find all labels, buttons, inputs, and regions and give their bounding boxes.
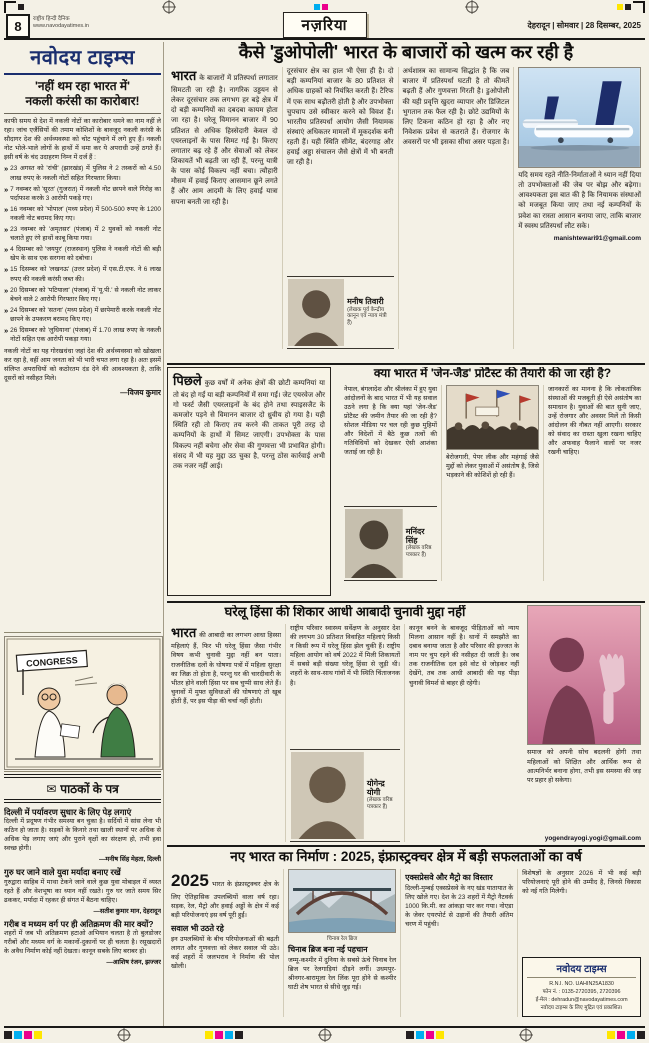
duopoly-col-4: यदि समय रहते नीति-निर्माताओं ने ध्यान नहीं दिया तो उपभोक्ताओं की जेब पर बोझ और बढ़ेगा। आवश्यकता इस बात की है कि नियामक संस्थाओं को मजबूत किया जाए तथा नई कम्पनियों के प्रवेश का रास्ता आसान बनाया जाए, ताकि बाजार में स्वस्थ प्रतिस्पर्धा लौट सके। manishtewari91@gmail.com bbox=[513, 67, 645, 349]
editorial-headline: 'नहीं थम रहा भारत में' नकली करंसी का कारोबार! bbox=[4, 79, 161, 114]
letter-author: —सतीश कुमार मान, देहरादून bbox=[93, 907, 161, 915]
print-black-square bbox=[637, 1031, 645, 1039]
letters-section bbox=[4, 774, 161, 1026]
infra-headline: नए भारत का निर्माण : 2025, इंफ्रास्ट्रक्चर क्षेत्र में बड़ी सफलताओं का वर्ष bbox=[230, 849, 582, 864]
section-rule bbox=[167, 363, 645, 365]
print-magenta-square bbox=[426, 1031, 434, 1039]
print-black-square bbox=[4, 1031, 12, 1039]
letter-item bbox=[4, 867, 161, 914]
edition-dateline: देहरादून | सोमवार | 28 दिसम्बर, 2025 bbox=[527, 21, 641, 30]
section-rule bbox=[167, 845, 645, 847]
registration-target-icon bbox=[118, 1029, 130, 1041]
bullet-item: » 16 नवम्बर को 'भोपाल' (मध्य प्रदेश) में 500-500 रुपए के 1200 नकली नोट बरामद किए गए। bbox=[4, 204, 161, 222]
print-cyan-square bbox=[14, 1031, 22, 1039]
section-rule bbox=[167, 601, 645, 603]
bullet-icon: » bbox=[4, 164, 9, 174]
bullet-item: » 7 नवम्बर को 'सूरत' (गुजरात) में नकली नोट छापने वाले गिरोह का पर्दाफाश करके 3 आरोपी पकड़े गए। bbox=[4, 184, 161, 202]
infra-col-3: एक्सप्रेसवे और मैट्रो का विस्तार दिल्ली-मुम्बई एक्सप्रेसवे के नए खंड यातायात के लिए खोले गए। देश के 23 शहरों में मैट्रो नैटवर्क 1000 कि.मी. का आंकड़ा पार कर गया। नोएडा के जेवर एयरपोर्ट से उड़ानों की तैयारी अंतिम चरण में पहुंची। bbox=[400, 869, 517, 1017]
rni-number: R.N.I. NO. UAHIN25A1830 bbox=[549, 981, 614, 988]
website-url: www.navodayatimes.in bbox=[33, 23, 89, 30]
print-black-square bbox=[235, 1031, 243, 1039]
print-magenta-square bbox=[24, 1031, 32, 1039]
bullet-item: » 24 दिसम्बर को 'सतना' (मध्य प्रदेश) में छापेमारी करके नकली नोट छापने के उपकरण बरामद किए गए। bbox=[4, 305, 161, 323]
contact-title: नवोदय टाइम्स bbox=[527, 961, 636, 978]
masthead-ear bbox=[33, 16, 161, 31]
letters-header bbox=[4, 774, 161, 803]
print-black-square bbox=[406, 1031, 414, 1039]
pullout-box: पिछले कुछ वर्षों में अनेक क्षेत्रों की छोटी कम्पनियां या तो बंद हो गईं या बड़ी कम्पनियों में समा गईं। जेट एयरवेज और गो फर्स्ट जैसी एयरलाइनों के बंद होने तथा स्पाइसजैट के कमजोर पड़ने से विमानन बाजार दो ध्रुवीय हो गया है। यही स्थिति रही तो किराए तय करने की ताकत पूरी तरह दो कम्पनियों के हाथों में सिमट जाएगी। उपभोक्ता के पास विकल्प नहीं बचेगा और सेवा की गुणवत्ता भी प्रभावित होगी। संसद में भी यह मुद्दा उठ चुका है, परन्तु ठोस कार्रवाई अभी तक नजर नहीं आई। bbox=[167, 367, 331, 596]
editorial-column bbox=[4, 42, 161, 630]
contact-email: ई-मेल : dehradun@navodayatimes.com bbox=[535, 997, 628, 1004]
print-yellow-square bbox=[607, 1031, 615, 1039]
bullet-item: » 26 दिसम्बर को 'लुधियाना' (पंजाब) में 1.70 लाख रुपए के नकली नोटों सहित एक आरोपी पकड़ा गया। bbox=[4, 325, 161, 344]
letter-author: —मनीष सिंह मेहता, दिल्ली bbox=[98, 856, 161, 864]
editorial-bullet-list bbox=[4, 164, 161, 344]
newspaper-masthead: नवोदय टाइम्स bbox=[4, 42, 161, 75]
print-black-square bbox=[18, 4, 24, 10]
publisher-line: नवोदय टाइम्स के लिए मुद्रित एवं प्रकाशित। bbox=[540, 1005, 623, 1012]
cartoon-sign-text: CONGRESS bbox=[25, 655, 78, 669]
genz-article bbox=[340, 367, 645, 596]
woman-silhouette-photo bbox=[527, 605, 641, 745]
registration-target-icon bbox=[466, 1, 478, 13]
bullet-icon: » bbox=[4, 265, 9, 275]
indigo-aircraft-photo bbox=[518, 67, 641, 168]
editorial-lead: काफी समय से देश में नकली नोटों का कारोबार थमने का नाम नहीं ले रहा। जांच एजैंसियों की तमाम कोशिशों के बावजूद नकली करंसी के सौदागर देश की अर्थव्यवस्था को चोट पहुंचाने में लगे हुए हैं। नकली नोट भोले-भाले लोगों के हाथों में थमा कर ये अपराधी उन्हें ठगते हैं। इसी वर्ष के चंद उदाहरण निम्न में दर्ज हैं : bbox=[4, 118, 161, 162]
newspaper-contact-box bbox=[522, 957, 641, 1016]
lead-word: भारत bbox=[171, 624, 197, 640]
left-rule bbox=[4, 632, 161, 633]
lead-year: 2025 bbox=[171, 870, 209, 890]
author-name: मनीष तिवारी bbox=[347, 297, 384, 307]
author-role: (लेखक वरिष्ठ पत्रकार हैं) bbox=[405, 545, 432, 558]
letter-headline: दिल्ली में पर्यावरण सुधार के लिए पेड़ लगाएं bbox=[4, 807, 132, 817]
letter-body: गुरुद्वारा साहिब में माथा टेकने जाने वाले कुछ युवा मोबाइल में व्यस्त रहते हैं और वेशभूषा का ध्यान नहीं रखते। गुरु घर जाते समय सिर ढककर, मर्यादा में रहकर ही संगत में बैठना चाहिए। bbox=[4, 878, 161, 904]
bullet-icon: » bbox=[4, 245, 9, 255]
print-cyan-square bbox=[416, 1031, 424, 1039]
left-rule bbox=[4, 771, 161, 772]
gharelu-rail: समाज को अपनी सोच बदलनी होगी तथा महिलाओं को शिक्षित और आर्थिक रूप से आत्मनिर्भर बनाना होगा, तभी इस समस्या की जड़ पर प्रहार हो सकेगा। yogendrayogi.yogi@gmail.com bbox=[523, 605, 645, 842]
author-portrait-photo bbox=[291, 752, 364, 839]
bullet-icon: » bbox=[4, 184, 9, 194]
infra-subhead-3: सवाल भी उठते रहे bbox=[171, 923, 224, 933]
section-banner: नज़रिया bbox=[282, 12, 366, 38]
bullet-item: » 4 दिसम्बर को 'जयपुर' (राजस्थान) पुलिस ने नकली नोटों की बड़ी खेप के साथ एक सरगना को दबोचा। bbox=[4, 245, 161, 263]
crop-mark-icon bbox=[633, 1, 645, 13]
author-name: योगेन्द्र योगी bbox=[366, 778, 385, 797]
bullet-icon: » bbox=[4, 325, 9, 335]
lead-word: पिछले bbox=[173, 373, 202, 388]
gharelu-col-3: कानून बनने के बावजूद पीड़िताओं को न्याय मिलना आसान नहीं है। थानों में समझौते का दबाव बनाया जाता है और परिवार की इज्जत के नाम पर चुप रहने की नसीहत दी जाती है। जब तक राजनीतिक दल इसे वोट से जोड़कर नहीं देखेंगे, तब तक आधी आबादी की यह पीड़ा चुनावी विमर्श से बाहर ही रहेगी। bbox=[404, 624, 523, 842]
registration-target-icon bbox=[163, 1, 175, 13]
domestic-violence-article bbox=[167, 605, 645, 842]
gharelu-col-2: राष्ट्रीय परिवार स्वास्थ्य सर्वेक्षण के अनुसार देश की लगभग 30 प्रतिशत विवाहित महिलाएं किसी न किसी रूप में घरेलू हिंसा झेल चुकी हैं। राष्ट्रीय महिला आयोग को वर्ष 2022 में मिली शिकायतों में सबसे बड़ी संख्या घरेलू हिंसा से जुड़ी थी। शहरों के साथ-साथ गांवों में भी स्थिति चिंताजनक है। योगेन्द्र योगी (लेखक वरिष्ठ पत्रकार हैं) bbox=[285, 624, 404, 842]
print-registration-bottom bbox=[4, 1030, 645, 1040]
letter-author: —आशिष रंजन, झज्जर bbox=[106, 959, 161, 967]
author-name: मनिंदर सिंह bbox=[405, 526, 425, 545]
print-magenta-square bbox=[322, 4, 328, 10]
infra-subhead-2: एक्सप्रेसवे और मैट्रो का विस्तार bbox=[405, 872, 493, 882]
print-cyan-square bbox=[314, 4, 320, 10]
duopoly-col-2: दूरसंचार क्षेत्र का हाल भी ऐसा ही है। दो बड़ी कम्पनियां बाजार के 80 प्रतिशत से अधिक ग्राहकों को नियंत्रित करती हैं। टैरिफ में एक साथ बढ़ौतरी होती है और उपभोक्ता चुपचाप उसे स्वीकार करने को विवश हैं। भारतीय प्रतिस्पर्धा आयोग जैसी नियामक संस्थाएं अधिकतर मामलों में मूकदर्शक बनी रहती हैं। यही स्थिति सीमेंट, बंदरगाह और हवाई अड्डा संचालन जैसे क्षेत्रों में भी बनती जा रही है। मनीष तिवारी (लेखक पूर्व केन्द्रीय कानून एवं न्याय मंत्री हैं) bbox=[282, 67, 398, 349]
letter-body: दिल्ली में प्रदूषण गंभीर समस्या बन चुका है। सर्दियों में सांस लेना भी कठिन हो जाता है। सड़कों के किनारे तथा खाली स्थानों पर अधिक से अधिक पेड़ लगाए जाएं और पुराने वृक्षों का संरक्षण हो, तभी हवा स्वच्छ होगी। bbox=[4, 818, 161, 853]
print-magenta-square bbox=[215, 1031, 223, 1039]
infra-col-2: चिनाब रेल ब्रिज चिनाब ब्रिज बना नई पहचान जम्मू-कश्मीर में दुनिया के सबसे ऊंचे चिनाब रेल ब्रिज पर रेलगाड़ियां दौड़ने लगीं। उधमपुर-श्रीनगर-बारामूला रेल लिंक पूरा होने से कश्मीर घाटी शेष भारत से सीधे जुड़ गई। bbox=[283, 869, 400, 1017]
duopoly-col-1: भारत के बाजारों में प्रतिस्पर्धा लगातार सिमटती जा रही है। नागरिक उड्डयन से लेकर दूरसंचार तक लगभग हर बड़े क्षेत्र में दो बड़ी कम्पनियों का दबदबा कायम होता जा रहा है। घरेलू विमानन बाजार में 90 प्रतिशत से अधिक हिस्सेदारी केवल दो एयरलाइनों के पास सिमट गई है। किराए लगातार बढ़ रहे हैं और सेवाओं को लेकर शिकायतें भी बढ़ती जा रही हैं, परन्तु यात्री के पास कोई विकल्प नहीं बचा। त्यौहारी मौसम में हवाई किराए आसमान छूने लगते हैं और आम आदमी के लिए हवाई यात्रा सपना बनती जा रही है। bbox=[171, 68, 278, 206]
infra-col-4: विशेषज्ञों के अनुसार 2026 में भी कई बड़ी परियोजनाएं पूरी होने की उम्मीद है, जिनसे विकास को नई गति मिलेगी। नवोदय टाइम्स R.N.I. NO. UAHIN25A1830 फोन नं. : 0135-2720395, 2720396 ई-मेल : dehradun@navodayatimes.com नवोदय टाइम्स के लिए मुद्रित एवं प्रकाशित। bbox=[517, 869, 645, 1017]
print-yellow-square bbox=[205, 1031, 213, 1039]
column-divider bbox=[163, 42, 164, 1026]
author-role: (लेखक पूर्व केन्द्रीय कानून एवं न्याय मंत्री हैं) bbox=[347, 306, 387, 327]
registration-target-icon bbox=[520, 1029, 532, 1041]
letters-title: पाठकों के पत्र bbox=[60, 782, 119, 796]
editorial-closing: नकली नोटों का यह गोरखधंधा जहां देश की अर्थव्यवस्था को खोखला कर रहा है, वहीं आम जनता को भी भारी चपत लगा रहा है। अतः इसमें संलिप्त अपराधियों को कठोरतम दंड देने की आवश्यकता है, ताकि दूसरों को नसीहत मिले। bbox=[4, 348, 161, 383]
duopoly-article bbox=[167, 42, 645, 360]
infrastructure-article bbox=[167, 849, 645, 1026]
envelope-icon: ✉ bbox=[46, 781, 57, 796]
registration-target-icon bbox=[319, 1029, 331, 1041]
bullet-icon: » bbox=[4, 285, 9, 295]
print-yellow-square bbox=[34, 1031, 42, 1039]
author-email: manishtewari91@gmail.com bbox=[553, 234, 642, 242]
gharelu-col-1: भारत की आबादी का लगभग आधा हिस्सा महिलाएं हैं, फिर भी घरेलू हिंसा जैसा गंभीर विषय कभी चुनावी मुद्दा नहीं बन पाता। राजनीतिक दलों के घोषणा पत्रों में महिला सुरक्षा का जिक्र तो होता है, परन्तु घर की चारदीवारी के भीतर होने वाली हिंसा पर सब चुप्पी साध लेते हैं। चुनावों में मुफ्त सुविधाओं की घोषणाएं तो खूब होती हैं, पर इस पीड़ा की चर्चा नहीं होती। bbox=[171, 624, 281, 705]
author-role: (लेखक वरिष्ठ पत्रकार हैं) bbox=[366, 797, 393, 811]
phone-numbers: फोन नं. : 0135-2720395, 2720396 bbox=[542, 989, 621, 996]
tagline: राष्ट्रीय हिन्दी दैनिक bbox=[33, 16, 70, 22]
duopoly-col-3: अर्थशास्त्र का सामान्य सिद्धांत है कि जब बाजार में प्रतिस्पर्धा घटती है तो कीमतें बढ़ती हैं और गुणवत्ता गिरती है। डुओपोली की यही प्रवृत्ति खुदरा व्यापार और डिजिटल भुगतान तक फैल रही है। छोटे उद्यमियों के लिए टिकना कठिन हो रहा है और नए निवेशक प्रवेश से कतराते हैं। रोजगार के अवसरों पर भी इसका सीधा असर पड़ता है। bbox=[398, 67, 514, 349]
bullet-icon: » bbox=[4, 305, 9, 315]
genz-col-b: बेरोजगारी, पेपर लीक और महंगाई जैसे मुद्दों को लेकर युवाओं में असंतोष है, जिसे भड़काने की कोशिशें हो रही हैं। bbox=[441, 385, 543, 581]
print-yellow-square bbox=[436, 1031, 444, 1039]
genz-headline: क्या भारत में 'जेन-जैड' प्रोटैस्ट की तैयारी की जा रही है? bbox=[373, 367, 612, 380]
page-number: 8 bbox=[6, 14, 30, 38]
author-email: yogendrayogi.yogi@gmail.com bbox=[544, 835, 641, 842]
bullet-item: » 23 अगस्त को 'रांची' (झारखंड) में पुलिस ने 2 तस्करों को 4.50 लाख रुपए के नकली नोटों सहित गिरफ्तार किया। bbox=[4, 164, 161, 182]
duopoly-headline: कैसे 'डुओपोली' भारत के बाजारों को खत्म कर रही है bbox=[238, 42, 574, 62]
header-rule bbox=[4, 38, 645, 40]
print-cyan-square bbox=[225, 1031, 233, 1039]
author-portrait-photo bbox=[345, 509, 403, 578]
genz-col-c: जानकारों का मानना है कि लोकतांत्रिक संस्थाओं की मजबूती ही ऐसे असंतोष का समाधान है। युवाओं की बात सुनी जाए, उन्हें रोजगार और अवसर मिलें तो किसी आंदोलन की नौबत नहीं आएगी। सरकार को संवाद का रास्ता खुला रखना चाहिए और अफवाह फैलाने वालों पर नजर रखनी चाहिए। bbox=[543, 385, 645, 581]
author-portrait-photo bbox=[288, 279, 344, 347]
print-magenta-square bbox=[617, 1031, 625, 1039]
bullet-icon: » bbox=[4, 225, 9, 235]
political-cartoon bbox=[4, 636, 163, 770]
letter-headline: गरीब व मध्यम वर्ग पर ही अतिक्रमण की मार क्यों? bbox=[4, 918, 154, 929]
bullet-item: » 23 नवम्बर को 'अमृतसर' (पंजाब) में 2 युवकों को नकली नोट चलाते हुए रंगे हाथों काबू किया गया। bbox=[4, 225, 161, 243]
lead-word: भारत bbox=[171, 68, 197, 84]
gharelu-headline: घरेलू हिंसा की शिकार आधी आबादी चुनावी मुद्दा नहीं bbox=[224, 605, 466, 619]
letter-item bbox=[4, 919, 161, 966]
print-registration-top bbox=[4, 2, 645, 12]
letter-item bbox=[4, 807, 161, 863]
bullet-item: » 20 दिसम्बर को 'पटियाला' (पंजाब) में 'यू.पी.' से नकली नोट लाकर बेचने वाले 2 आरोपी गिरफ्तार किए गए। bbox=[4, 285, 161, 303]
print-cyan-square bbox=[627, 1031, 635, 1039]
crop-mark-icon bbox=[4, 1, 16, 13]
photo-caption: चिनाब रेल ब्रिज bbox=[326, 935, 358, 942]
bullet-icon: » bbox=[4, 204, 9, 214]
protest-crowd-photo bbox=[446, 385, 539, 450]
bullet-item: » 15 दिसम्बर को 'लखनऊ' (उत्तर प्रदेश) में एस.टी.एफ. ने 6 लाख रुपए की नकली करंसी जब्त की। bbox=[4, 265, 161, 283]
print-black-square bbox=[625, 4, 631, 10]
infra-col-1: 2025 भारत के इंफ्रास्ट्रक्चर क्षेत्र के लिए ऐतिहासिक उपलब्धियों वाला वर्ष रहा। सड़क, रेल, मैट्रो और हवाई अड्डों के क्षेत्र में कई बड़ी परियोजनाएं इस वर्ष पूरी हुईं। सवाल भी उठते रहे इन उपलब्धियों के बीच परियोजनाओं की बढ़ती लागत और गुणवत्ता को लेकर सवाल भी उठे। कई शहरों में जलभराव ने निर्माण की पोल खोली। bbox=[171, 870, 280, 971]
gharelu-byline bbox=[290, 749, 400, 842]
duopoly-byline bbox=[287, 276, 394, 350]
letter-body: शहरों में जब भी अतिक्रमण हटाओ अभियान चलता है तो बुलडोजर गरीबों और मध्यम वर्ग के मकानों-दुकानों पर ही चलता है। रसूखदारों के अवैध निर्माण कोई नहीं देखता। कानून सबके लिए बराबर हो। bbox=[4, 929, 161, 956]
genz-byline bbox=[344, 506, 437, 581]
infra-subhead-1: चिनाब ब्रिज बना नई पहचान bbox=[288, 944, 368, 954]
chenab-bridge-photo bbox=[288, 869, 396, 933]
genz-col-a: नेपाल, बंगलादेश और श्रीलंका में हुए युवा आंदोलनों के बाद भारत में भी यह सवाल उठने लगा है कि क्या यहां 'जेन-जैड' प्रोटैस्ट की जमीन तैयार की जा रही है? सोशल मीडिया पर चल रही कुछ मुहिमों और विदेशों में बैठे कुछ तत्वों की गतिविधियों को देखकर ऐसी आशंका जताई जा रही है। मनिंदर सिंह (लेखक वरिष्ठ पत्रकार हैं) bbox=[340, 385, 441, 581]
print-yellow-square bbox=[617, 4, 623, 10]
letter-headline: गुरु घर जाने वाले युवा मर्यादा बनाए रखें bbox=[4, 867, 121, 878]
editorial-author: —विजय कुमार bbox=[120, 387, 161, 397]
